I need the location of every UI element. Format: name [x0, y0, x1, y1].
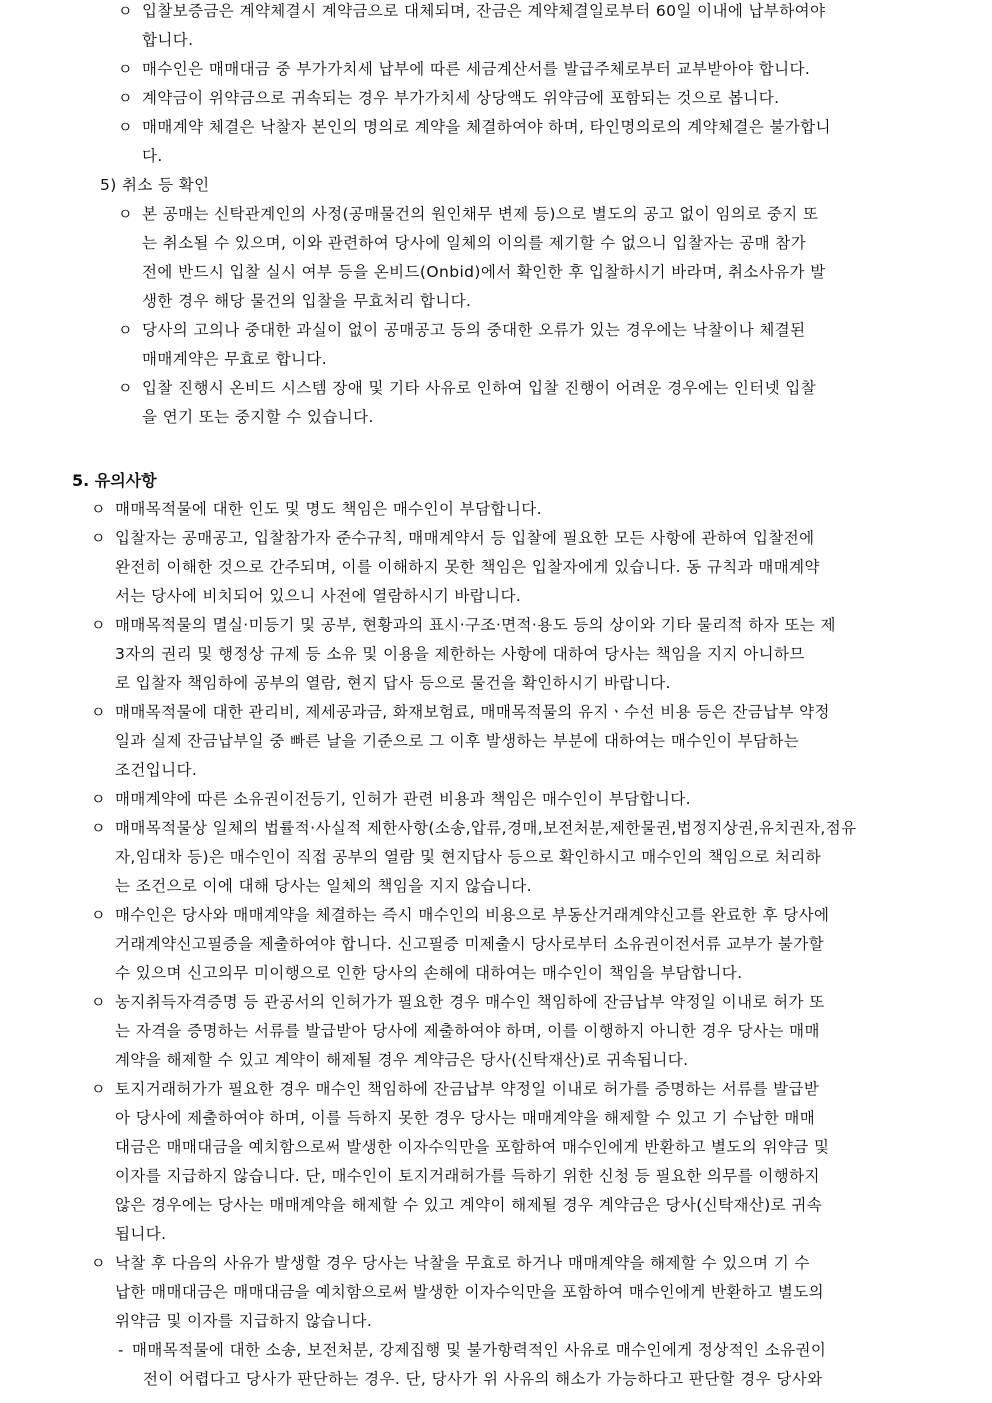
text-line: 거래계약신고필증을 제출하여야 합니다. 신고필증 미제출시 당사로부터 소유권이전서류 교부가 불가할 — [115, 935, 824, 953]
list-item — [115, 814, 923, 901]
text-line: 입찰 진행시 온비드 시스템 장애 및 기타 사유로 인하여 입찰 진행이 어려운 경우에는 인터넷 입찰 — [142, 379, 817, 397]
bullet-marker: ㅇ — [91, 529, 106, 547]
list-item — [142, 84, 922, 113]
text-line: 생한 경우 해당 물건의 입찰을 무효처리 합니다. — [142, 292, 472, 310]
text-line: 매매목적물에 대한 소송, 보전처분, 강제집행 및 불가항력적인 사유로 매수인에게 정상적인 소유권이 — [132, 1341, 827, 1359]
text-line: 매매목적물상 일체의 법률적·사실적 제한사항(소송,압류,경매,보전처분,제한물권,법정지상권,유치권자,점유 — [115, 819, 857, 837]
bullet-marker: ㅇ — [118, 205, 133, 223]
list-item — [115, 611, 923, 698]
list-item — [142, 316, 922, 374]
text-line: 이자를 지급하지 않습니다. 단, 매수인이 토지거래허가를 득하기 위한 신청 등 필요한 의무를 이행하지 — [115, 1167, 820, 1185]
text-line: 매매계약은 무효로 합니다. — [142, 350, 328, 368]
text-line: 본 공매는 신탁관계인의 사정(공매물건의 원인채무 변제 등)으로 별도의 공고 없이 임의로 중지 또 — [142, 205, 819, 223]
bullet-marker: ㅇ — [91, 616, 106, 634]
list-item — [115, 1075, 923, 1249]
list-item — [142, 374, 922, 432]
bullet-marker: ㅇ — [91, 819, 106, 837]
subsection-title: 5) 취소 등 확인 — [100, 176, 210, 194]
list-item — [142, 200, 922, 316]
text-line: 낙찰 후 다음의 사유가 발생할 경우 당사는 낙찰을 무효로 하거나 매매계약을 해제할 수 있으며 기 수 — [115, 1254, 810, 1272]
text-line: 전이 어렵다고 당사가 판단하는 경우. 단, 당사가 위 사유의 해소가 가능하다고 판단할 경우 당사와 — [143, 1370, 823, 1388]
text-line: 토지거래허가가 필요한 경우 매수인 책임하에 잔금납부 약정일 이내로 허가를 증명하는 서류를 발급받 — [115, 1080, 820, 1098]
bullet-marker: ㅇ — [91, 1254, 106, 1272]
text-line: 위약금 및 이자를 지급하지 않습니다. — [115, 1312, 373, 1330]
text-line: 않은 경우에는 당사는 매매계약을 해제할 수 있고 계약이 해제될 경우 계약금은 당사(신탁재산)로 귀속 — [115, 1196, 823, 1214]
text-line: 계약금이 위약금으로 귀속되는 경우 부가가치세 상당액도 위약금에 포함되는 것으로 봅니다. — [142, 89, 780, 107]
bullet-marker: ㅇ — [118, 118, 133, 136]
text-line: 는 조건으로 이에 대해 당사는 일체의 책임을 지지 않습니다. — [115, 877, 532, 895]
text-line: 로 입찰자 책임하에 공부의 열람, 현지 답사 등으로 물건을 확인하시기 바랍니다. — [115, 674, 671, 692]
text-line: 서는 당사에 비치되어 있으니 사전에 열람하시기 바랍니다. — [115, 587, 522, 605]
text-line: 3자의 권리 및 행정상 규제 등 소유 및 이용을 제한하는 사항에 대하여 당사는 책임을 지지 아니하므 — [115, 645, 805, 663]
bullet-marker: ㅇ — [91, 906, 106, 924]
text-line: 완전히 이해한 것으로 간주되며, 이를 이해하지 못한 책임은 입찰자에게 있습니다. 동 규칙과 매매계약 — [115, 558, 820, 576]
list-item — [115, 785, 923, 814]
text-line: 당사의 고의나 중대한 과실이 없이 공매공고 등의 중대한 오류가 있는 경우에는 낙찰이나 체결된 — [142, 321, 806, 339]
bullet-marker: ㅇ — [91, 1080, 106, 1098]
text-line: 매매목적물의 멸실·미등기 및 공부, 현황과의 표시·구조·면적·용도 등의 상이와 기타 물리적 하자 또는 제 — [115, 616, 836, 634]
bullet-marker: ㅇ — [91, 500, 106, 518]
text-line: 자,임대차 등)은 매수인이 직접 공부의 열람 및 현지답사 등으로 확인하시고 매수인의 책임으로 처리하 — [115, 848, 821, 866]
text-line: 입찰자는 공매공고, 입찰참가자 준수규칙, 매매계약서 등 입찰에 필요한 모든 사항에 관하여 입찰전에 — [115, 529, 815, 547]
list-item — [115, 1249, 923, 1336]
text-line: 조건입니다. — [115, 761, 198, 779]
text-line: 을 연기 또는 중지할 수 있습니다. — [142, 408, 374, 426]
section-heading: 5. 유의사항 — [72, 471, 157, 490]
text-line: 납한 매매대금은 매매대금을 예치함으로써 발생한 이자수익만을 포함하여 매수인에게 반환하고 별도의 — [115, 1283, 824, 1301]
text-line: 매수인은 매매대금 중 부가가치세 납부에 따른 세금계산서를 발급주체로부터 교부받아야 합니다. — [142, 60, 811, 78]
dash-marker: - — [118, 1341, 124, 1359]
list-item — [115, 524, 923, 611]
text-line: 아 당사에 제출하여야 하며, 이를 득하지 못한 경우 당사는 매매계약을 해제할 수 있고 기 수납한 매매 — [115, 1109, 816, 1127]
list-item — [142, 55, 922, 84]
bullet-marker: ㅇ — [118, 89, 133, 107]
bullet-marker: ㅇ — [91, 993, 106, 1011]
text-line: 는 자격을 증명하는 서류를 발급받아 당사에 제출하여야 하며, 이를 이행하지 아니한 경우 당사는 매매 — [115, 1022, 820, 1040]
text-line: 매수인은 당사와 매매계약을 체결하는 즉시 매수인의 비용으로 부동산거래계약신고를 완료한 후 당사에 — [115, 906, 830, 924]
bullet-marker: ㅇ — [91, 790, 106, 808]
list-item — [115, 698, 923, 785]
text-line: 계약을 해제할 수 있고 계약이 해제될 경우 계약금은 당사(신탁재산)로 귀속됩니다. — [115, 1051, 689, 1069]
text-line: 매매목적물에 대한 관리비, 제세공과금, 화재보험료, 매매목적물의 유지ㆍ수선 비용 등은 잔금납부 약정 — [115, 703, 830, 721]
text-line: 입찰보증금은 계약체결시 계약금으로 대체되며, 잔금은 계약체결일로부터 60일 이내에 납부하여야 — [142, 2, 826, 20]
list-item — [142, 0, 922, 55]
list-item — [142, 113, 922, 171]
bullet-marker: ㅇ — [118, 321, 133, 339]
text-line: 는 취소될 수 있으며, 이와 관련하여 당사에 일체의 이의를 제기할 수 없으니 입찰자는 공매 참가 — [142, 234, 807, 252]
text-line: 매매계약에 따른 소유권이전등기, 인허가 관련 비용과 책임은 매수인이 부담합니다. — [115, 790, 691, 808]
list-item — [132, 1336, 932, 1394]
bullet-marker: ㅇ — [118, 379, 133, 397]
text-line: 다. — [142, 147, 163, 165]
text-line: 수 있으며 신고의무 미이행으로 인한 당사의 손해에 대하여는 매수인이 책임을 부담합니다. — [115, 964, 743, 982]
text-line: 매매목적물에 대한 인도 및 명도 책임은 매수인이 부담합니다. — [115, 500, 542, 518]
text-line: 일과 실제 잔금납부일 중 빠른 날을 기준으로 그 이후 발생하는 부분에 대하여는 매수인이 부담하는 — [115, 732, 800, 750]
bullet-marker: ㅇ — [118, 2, 133, 20]
bullet-marker: ㅇ — [91, 703, 106, 721]
text-line: 전에 반드시 입찰 실시 여부 등을 온비드(Onbid)에서 확인한 후 입찰하시기 바라며, 취소사유가 발 — [142, 263, 826, 281]
list-item — [115, 901, 923, 988]
list-item — [115, 988, 923, 1075]
text-line: 합니다. — [142, 31, 194, 49]
text-line: 됩니다. — [115, 1225, 167, 1243]
bullet-marker: ㅇ — [118, 60, 133, 78]
text-line: 농지취득자격증명 등 관공서의 인허가가 필요한 경우 매수인 책임하에 잔금납부 약정일 이내로 허가 또 — [115, 993, 825, 1011]
text-line: 대금은 매매대금을 예치함으로써 발생한 이자수익만을 포함하여 매수인에게 반환하고 별도의 위약금 및 — [115, 1138, 830, 1156]
list-item — [115, 495, 923, 524]
text-line: 매매계약 체결은 낙찰자 본인의 명의로 계약을 체결하여야 하며, 타인명의로의 계약체결은 불가합니 — [142, 118, 831, 136]
